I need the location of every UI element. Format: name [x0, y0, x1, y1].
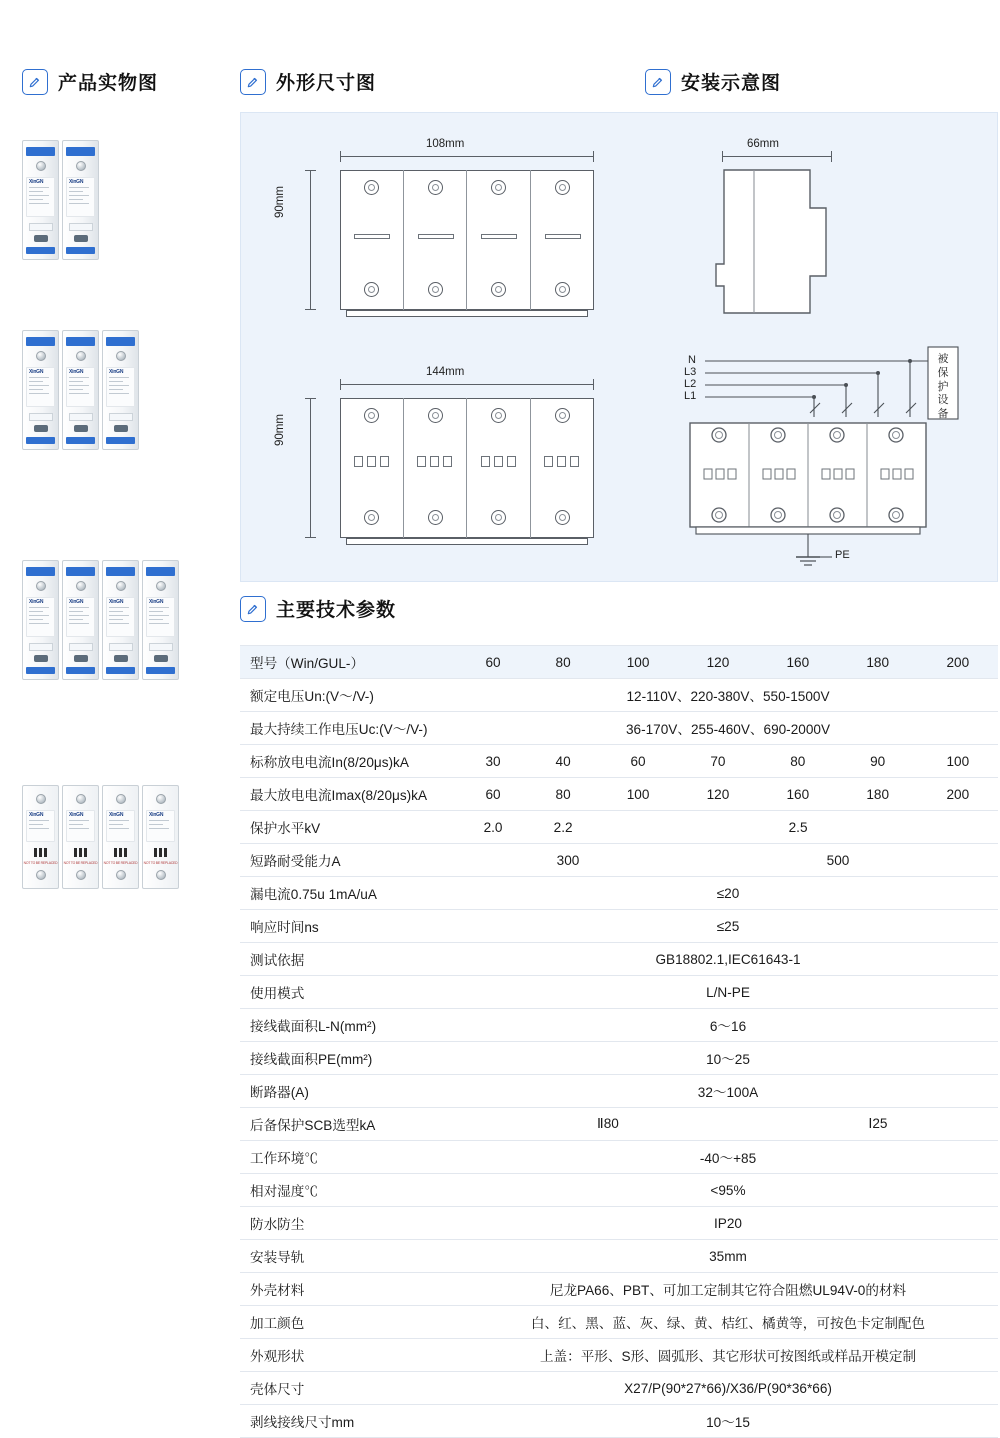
module-lever [34, 655, 48, 662]
terminal-screw-icon [555, 282, 570, 297]
label-text-lines [67, 376, 94, 398]
cell-model: 100 [598, 646, 678, 679]
table-row [240, 811, 998, 844]
module-divider [530, 398, 531, 538]
module-label [66, 177, 95, 217]
warning-text: NOT TO BE REPLACED [63, 861, 98, 865]
spd-module [22, 140, 59, 260]
row-label: 外壳材料 [240, 1273, 458, 1306]
tech-spec-table [240, 645, 998, 1438]
dim-tick [340, 151, 341, 162]
cell-value: 70 [678, 745, 758, 778]
label-text-lines [67, 186, 94, 208]
cell-value: 200 [918, 778, 998, 811]
row-label: 使用模式 [240, 976, 458, 1009]
module-label [66, 367, 95, 407]
row-label: 接线截面积L-N(mm²) [240, 1009, 458, 1042]
cell-value: 2.0 [458, 811, 528, 844]
dim-tick [305, 537, 316, 538]
dim-line-horizontal [340, 384, 594, 385]
indicator-window [109, 643, 133, 651]
cell-value: 36-170V、255-460V、690-2000V [458, 712, 998, 745]
spd-module-flat [102, 785, 139, 889]
table-row [240, 1042, 998, 1075]
wire-label-l3: L3 [684, 366, 697, 378]
brand-logo: XinGN [69, 599, 84, 605]
dim-line-horizontal [340, 156, 594, 157]
module-top-cap [66, 567, 95, 576]
table-row [240, 1273, 998, 1306]
terminal-screw-icon [116, 351, 126, 361]
cell-value: -40～+85 [458, 1141, 998, 1174]
module-label [26, 597, 55, 637]
brand-logo: XinGN [69, 369, 84, 375]
module-bottom-cap [26, 437, 55, 444]
cell-value: 尼龙PA66、PBT、可加工定制其它符合阻燃UL94V-0的材料 [458, 1273, 998, 1306]
table-row [240, 1207, 998, 1240]
module-label [106, 367, 135, 407]
cell-value: 90 [838, 745, 918, 778]
spd-module-flat [22, 785, 59, 889]
module-label [106, 597, 135, 637]
dim-tick [305, 170, 316, 171]
label-text-lines [27, 819, 54, 833]
cell-value: 30 [458, 745, 528, 778]
terminal-screw-icon [116, 581, 126, 591]
spd-module [102, 560, 139, 680]
table-row [240, 976, 998, 1009]
section-title: 外形尺寸图 [276, 73, 377, 94]
row-label: 相对湿度℃ [240, 1174, 458, 1207]
module-bottom-cap [106, 437, 135, 444]
indicator-window [109, 413, 133, 421]
warning-text: NOT TO BE REPLACED [143, 861, 178, 865]
brand-logo: XinGN [149, 812, 164, 818]
spd-module [62, 140, 99, 260]
table-row [240, 1339, 998, 1372]
terminal-screw-icon [428, 510, 443, 525]
wire-label-l1: L1 [684, 390, 697, 402]
cell-value: ≤25 [458, 910, 998, 943]
status-window [557, 456, 566, 467]
dim-tick [722, 151, 723, 162]
product-photo-column [22, 140, 227, 913]
side-profile-outline [714, 168, 874, 318]
terminal-screw-icon [428, 180, 443, 195]
status-window [354, 456, 363, 467]
dim-line-vertical [310, 170, 311, 310]
product-photo-4p-flat [22, 785, 227, 889]
module-bottom-cap [66, 667, 95, 674]
terminal-screw-icon [156, 870, 166, 880]
row-label: 防水防尘 [240, 1207, 458, 1240]
spd-module [62, 560, 99, 680]
cell-value: ≤20 [458, 877, 998, 910]
cell-value: 32～100A [458, 1075, 998, 1108]
status-window [544, 456, 553, 467]
spd-module [62, 330, 99, 450]
cell-value: 2.2 [528, 811, 598, 844]
label-text-lines [107, 819, 134, 833]
cell-value: 6～16 [458, 1009, 998, 1042]
dim-label-side-width: 66mm [747, 138, 779, 150]
pen-icon [240, 596, 266, 622]
module-bottom-cap [26, 247, 55, 254]
cell-value: X27/P(90*27*66)/X36/P(90*36*66) [458, 1372, 998, 1405]
cell-value: 60 [458, 778, 528, 811]
terminal-screw-icon [36, 870, 46, 880]
wire-label-l2: L2 [684, 378, 697, 390]
status-window [430, 456, 439, 467]
terminal-screw-icon [116, 794, 126, 804]
row-label: 响应时间ns [240, 910, 458, 943]
spd-module-flat [62, 785, 99, 889]
terminal-screw-icon [116, 870, 126, 880]
status-window [367, 456, 376, 467]
brand-logo: XinGN [69, 812, 84, 818]
module-lever [34, 425, 48, 432]
cell-value: GB18802.1,IEC61643-1 [458, 943, 998, 976]
row-label: 测试依据 [240, 943, 458, 976]
label-text-lines [67, 606, 94, 628]
cell-model: 200 [918, 646, 998, 679]
dim-tick [305, 398, 316, 399]
label-text-lines [27, 376, 54, 398]
row-label: 外观形状 [240, 1339, 458, 1372]
module-bottom-cap [26, 667, 55, 674]
wiring-schematic [660, 345, 980, 585]
ground-label-pe: PE [835, 549, 850, 561]
spd-module [22, 330, 59, 450]
outline-front-view-108 [274, 138, 598, 340]
terminal-screw-icon [76, 161, 86, 171]
module-lever [34, 235, 48, 242]
protected-device-label: 被保护设备 [937, 353, 949, 420]
din-rail-foot [346, 310, 588, 317]
spd-module [102, 330, 139, 450]
module-label [146, 810, 175, 842]
brand-logo: XinGN [109, 369, 124, 375]
dim-tick [305, 309, 316, 310]
cell-value: L/N-PE [458, 976, 998, 1009]
cell-value: 80 [758, 745, 838, 778]
terminal-screw-icon [156, 794, 166, 804]
dim-label-height: 90mm [274, 186, 286, 218]
brand-logo: XinGN [109, 599, 124, 605]
module-top-cap [26, 147, 55, 156]
brand-logo: XinGN [29, 599, 44, 605]
outline-side-view-66 [700, 140, 900, 340]
module-lever [74, 655, 88, 662]
cell-model: 160 [758, 646, 838, 679]
label-text-lines [67, 819, 94, 833]
terminal-screw-icon [428, 282, 443, 297]
indicator-window [29, 643, 53, 651]
row-label: 后备保护SCB选型kA [240, 1108, 458, 1141]
cell-value: 100 [918, 745, 998, 778]
indicator-window [29, 413, 53, 421]
terminal-screw-icon [428, 408, 443, 423]
terminal-screw-icon [555, 408, 570, 423]
tech-spec-body [240, 646, 998, 1438]
section-header-product-photo [22, 68, 158, 95]
module-label [66, 597, 95, 637]
table-row [240, 1405, 998, 1438]
module-lever [114, 655, 128, 662]
terminal-screw-icon [555, 180, 570, 195]
status-window [417, 456, 426, 467]
cell-value: 160 [758, 778, 838, 811]
row-label: 断路器(A) [240, 1075, 458, 1108]
row-label: 额定电压Un:(V～/V-) [240, 679, 458, 712]
module-label [26, 367, 55, 407]
dim-line-horizontal [722, 156, 832, 157]
table-row [240, 745, 998, 778]
warning-text: NOT TO BE REPLACED [103, 861, 138, 865]
row-label: 安装导轨 [240, 1240, 458, 1273]
terminal-screw-icon [76, 794, 86, 804]
status-window [443, 456, 452, 467]
cell-value: 180 [838, 778, 918, 811]
table-row-header [240, 646, 998, 679]
terminal-screw-icon [36, 794, 46, 804]
contact-bars [23, 848, 58, 857]
module-lever [74, 425, 88, 432]
terminal-screw-icon [491, 180, 506, 195]
module-label [26, 177, 55, 217]
cell-value: 300 [458, 844, 678, 877]
table-row [240, 844, 998, 877]
terminal-screw-icon [491, 510, 506, 525]
terminal-screw-icon [36, 161, 46, 171]
module-divider [466, 398, 467, 538]
table-row [240, 778, 998, 811]
table-row [240, 1306, 998, 1339]
module-top-cap [106, 337, 135, 346]
module-top-cap [106, 567, 135, 576]
cell-value: 12-110V、220-380V、550-1500V [458, 679, 998, 712]
brand-logo: XinGN [29, 812, 44, 818]
module-top-cap [26, 567, 55, 576]
terminal-screw-icon [76, 581, 86, 591]
cell-value: 100 [598, 778, 678, 811]
module-top-cap [66, 147, 95, 156]
cell-value: 白、红、黑、蓝、灰、绿、黄、桔红、橘黄等，可按色卡定制配色 [458, 1306, 998, 1339]
spd-module-flat [142, 785, 179, 889]
indicator-window [29, 223, 53, 231]
section-header-main-tech-params [240, 595, 396, 622]
table-row [240, 1240, 998, 1273]
dim-label-width: 108mm [426, 138, 465, 150]
product-photo-3p [22, 330, 227, 450]
label-text-lines [107, 376, 134, 398]
label-text-lines [147, 606, 174, 628]
section-title: 产品实物图 [58, 73, 159, 94]
module-top-cap [26, 337, 55, 346]
table-row [240, 943, 998, 976]
cell-value: 120 [678, 778, 758, 811]
product-photo-4p [22, 560, 227, 680]
din-rail-foot [346, 538, 588, 545]
contact-bars [143, 848, 178, 857]
cell-value: 500 [678, 844, 998, 877]
row-label: 保护水平kV [240, 811, 458, 844]
cell-value: <95% [458, 1174, 998, 1207]
row-label: 最大持续工作电压Uc:(V～/V-) [240, 712, 458, 745]
cell-value: 60 [598, 745, 678, 778]
module-lever [154, 655, 168, 662]
label-text-lines [27, 606, 54, 628]
indicator-window [354, 234, 390, 239]
section-header-outline-dimension [240, 68, 376, 95]
brand-logo: XinGN [29, 179, 44, 185]
table-row [240, 1108, 998, 1141]
cell-model: 60 [458, 646, 528, 679]
table-row [240, 1174, 998, 1207]
module-divider [466, 170, 467, 310]
table-row [240, 712, 998, 745]
row-label: 漏电流0.75u 1mA/uA [240, 877, 458, 910]
table-row [240, 1372, 998, 1405]
brand-logo: XinGN [109, 812, 124, 818]
dim-label-width: 144mm [426, 366, 465, 378]
row-label: 工作环境℃ [240, 1141, 458, 1174]
indicator-window [481, 234, 517, 239]
module-bottom-cap [146, 667, 175, 674]
row-label: 短路耐受能力A [240, 844, 458, 877]
indicator-window [418, 234, 454, 239]
terminal-screw-icon [36, 351, 46, 361]
status-window [570, 456, 579, 467]
terminal-screw-icon [364, 408, 379, 423]
module-top-cap [66, 337, 95, 346]
table-row [240, 1141, 998, 1174]
dim-tick [340, 379, 341, 390]
section-header-installation-diagram [645, 68, 781, 95]
warning-text: NOT TO BE REPLACED [23, 861, 58, 865]
status-window [380, 456, 389, 467]
row-label: 壳体尺寸 [240, 1372, 458, 1405]
installation-wiring-diagram [660, 345, 980, 585]
terminal-screw-icon [555, 510, 570, 525]
brand-logo: XinGN [29, 369, 44, 375]
terminal-screw-icon [156, 581, 166, 591]
terminal-screw-icon [491, 282, 506, 297]
product-photo-2p [22, 140, 227, 260]
cell-value: 10～15 [458, 1405, 998, 1438]
status-window [494, 456, 503, 467]
table-row [240, 1075, 998, 1108]
indicator-window [149, 643, 173, 651]
cell-value: Ⅰ25 [758, 1108, 998, 1141]
terminal-screw-icon [76, 870, 86, 880]
module-lever [114, 425, 128, 432]
indicator-window [69, 223, 93, 231]
contact-bars [63, 848, 98, 857]
module-divider [530, 170, 531, 310]
status-window [507, 456, 516, 467]
module-label [106, 810, 135, 842]
section-title: 主要技术参数 [276, 600, 397, 621]
cell-value: IP20 [458, 1207, 998, 1240]
dim-line-vertical [310, 398, 311, 538]
module-label [66, 810, 95, 842]
indicator-window [69, 643, 93, 651]
cell-value: 40 [528, 745, 598, 778]
cell-model: 180 [838, 646, 918, 679]
label-text-lines [27, 186, 54, 208]
terminal-screw-icon [36, 581, 46, 591]
module-bottom-cap [66, 247, 95, 254]
row-label: 剥线接线尺寸mm [240, 1405, 458, 1438]
cell-value: Ⅱ80 [458, 1108, 758, 1141]
row-label: 型号（Win/GUL-） [240, 646, 458, 679]
terminal-screw-icon [364, 282, 379, 297]
cell-value: 80 [528, 778, 598, 811]
table-row [240, 877, 998, 910]
row-label: 加工颜色 [240, 1306, 458, 1339]
brand-logo: XinGN [149, 599, 164, 605]
pen-icon [22, 69, 48, 95]
dim-label-height: 90mm [274, 414, 286, 446]
terminal-screw-icon [364, 180, 379, 195]
table-row [240, 1009, 998, 1042]
terminal-screw-icon [491, 408, 506, 423]
pen-icon [240, 69, 266, 95]
contact-bars [103, 848, 138, 857]
dim-tick [831, 151, 832, 162]
cell-value: 35mm [458, 1240, 998, 1273]
wire-label-n: N [688, 354, 696, 366]
module-divider [403, 398, 404, 538]
terminal-screw-icon [76, 351, 86, 361]
indicator-window [69, 413, 93, 421]
module-top-cap [146, 567, 175, 576]
dim-tick [593, 151, 594, 162]
module-divider [403, 170, 404, 310]
row-label: 标称放电电流In(8/20μs)kA [240, 745, 458, 778]
module-lever [74, 235, 88, 242]
brand-logo: XinGN [69, 179, 84, 185]
cell-model: 120 [678, 646, 758, 679]
row-label: 最大放电电流Imax(8/20μs)kA [240, 778, 458, 811]
spd-module [142, 560, 179, 680]
indicator-window [545, 234, 581, 239]
module-label [146, 597, 175, 637]
label-text-lines [147, 819, 174, 833]
status-window [481, 456, 490, 467]
module-bottom-cap [66, 437, 95, 444]
label-text-lines [107, 606, 134, 628]
table-row [240, 910, 998, 943]
dim-tick [593, 379, 594, 390]
spd-module [22, 560, 59, 680]
cell-model: 80 [528, 646, 598, 679]
module-bottom-cap [106, 667, 135, 674]
section-title: 安装示意图 [681, 73, 782, 94]
pen-icon [645, 69, 671, 95]
outline-front-view-144 [274, 358, 608, 563]
cell-value: 2.5 [598, 811, 998, 844]
cell-value: 10～25 [458, 1042, 998, 1075]
module-label [26, 810, 55, 842]
cell-value: 上盖：平形、S形、圆弧形、其它形状可按图纸或样品开模定制 [458, 1339, 998, 1372]
table-row [240, 679, 998, 712]
row-label: 接线截面积PE(mm²) [240, 1042, 458, 1075]
terminal-screw-icon [364, 510, 379, 525]
